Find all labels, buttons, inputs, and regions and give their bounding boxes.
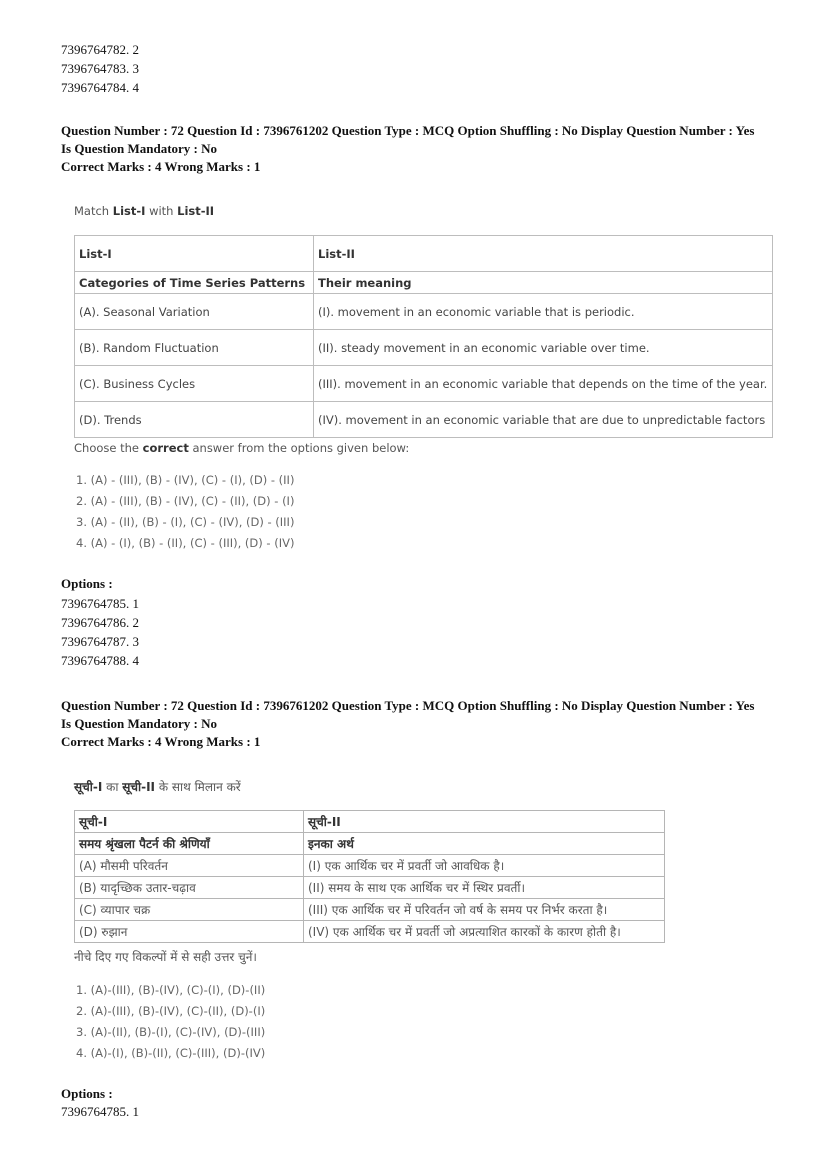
question-meta-line: Question Number : 72 Question Id : 7396761202 Question Type : MCQ Option Shuffling : No Display Question Number : Yes: [61, 698, 755, 713]
table-cell: (B). Random Fluctuation: [75, 330, 314, 366]
question-mandatory: Is Question Mandatory : No: [61, 716, 218, 731]
options-list: [61, 1103, 139, 1122]
intro-list1: सूची-I: [74, 780, 103, 794]
table-cell: (C). Business Cycles: [75, 366, 314, 402]
options-label: Options :: [61, 576, 113, 591]
question-image-english: [74, 204, 214, 218]
options-list: [61, 595, 139, 671]
table-header-col2: सूची-II: [304, 811, 665, 833]
question-marks: Correct Marks : 4 Wrong Marks : 1: [61, 734, 261, 749]
intro-text: का: [102, 780, 123, 794]
question-marks: Correct Marks : 4 Wrong Marks : 1: [61, 159, 261, 174]
table-row: [75, 877, 665, 899]
table-row: [75, 899, 665, 921]
option-line: 7396764784. 4: [61, 80, 139, 95]
table-row: [75, 855, 665, 877]
option-line: 7396764785. 1: [61, 596, 139, 611]
previous-options: [61, 41, 139, 98]
choose-instruction: [74, 441, 409, 455]
table-cell: (II). steady movement in an economic variable over time.: [314, 330, 773, 366]
intro-text: के साथ मिलान करें: [155, 780, 241, 794]
table-subheader-col1: समय श्रृंखला पैटर्न की श्रेणियाँ: [75, 833, 304, 855]
intro-list2: List-II: [177, 204, 215, 218]
table-cell: (A). Seasonal Variation: [75, 294, 314, 330]
option-line: 7396764782. 2: [61, 42, 139, 57]
question-intro: [74, 204, 214, 218]
match-table-hindi: [74, 810, 665, 943]
table-row: [75, 330, 773, 366]
question-intro-hindi: [74, 778, 241, 795]
intro-text: with: [145, 204, 178, 218]
answer-item: 1. (A)-(III), (B)-(IV), (C)-(I), (D)-(II): [76, 983, 266, 997]
answer-item: 3. (A) - (II), (B) - (I), (C) - (IV), (D) - (III): [76, 515, 295, 529]
answer-item: 2. (A) - (III), (B) - (IV), (C) - (II), (D) - (I): [76, 494, 295, 508]
table-subheader-col2: इनका अर्थ: [304, 833, 665, 855]
answer-item: 3. (A)-(II), (B)-(I), (C)-(IV), (D)-(III): [76, 1025, 266, 1039]
choose-instruction-hindi: नीचे दिए गए विकल्पों में से सही उत्तर चुनें।: [74, 950, 257, 964]
choose-bold: correct: [142, 441, 189, 455]
option-line: 7396764787. 3: [61, 634, 139, 649]
table-cell: (II) समय के साथ एक आर्थिक चर में स्थिर प्रवर्ती।: [304, 877, 665, 899]
question-meta: [61, 697, 781, 751]
table-cell: (B) यादृच्छिक उतार-चढ़ाव: [75, 877, 304, 899]
answer-item: 4. (A) - (I), (B) - (II), (C) - (III), (D) - (IV): [76, 536, 295, 550]
table-subheader-col1: Categories of Time Series Patterns: [75, 272, 314, 294]
question-mandatory: Is Question Mandatory : No: [61, 141, 218, 156]
table-subheader-col2: Their meaning: [314, 272, 773, 294]
match-table: [74, 235, 773, 438]
answer-item: 2. (A)-(III), (B)-(IV), (C)-(II), (D)-(I): [76, 1004, 266, 1018]
intro-list2: सूची-II: [122, 780, 156, 794]
intro-text: Match: [74, 204, 113, 218]
table-header-col2: List-II: [314, 236, 773, 272]
table-header-col1: List-I: [75, 236, 314, 272]
table-cell: (A) मौसमी परिवर्तन: [75, 855, 304, 877]
table-row: [75, 294, 773, 330]
answer-item: 1. (A) - (III), (B) - (IV), (C) - (I), (D) - (II): [76, 473, 295, 487]
question-meta-line: Question Number : 72 Question Id : 7396761202 Question Type : MCQ Option Shuffling : No Display Question Number : Yes: [61, 123, 755, 138]
table-cell: (III). movement in an economic variable that depends on the time of the year.: [314, 366, 773, 402]
table-row: [75, 366, 773, 402]
intro-list1: List-I: [112, 204, 146, 218]
table-cell: (D) रुझान: [75, 921, 304, 943]
option-line: 7396764785. 1: [61, 1104, 139, 1119]
option-line: 7396764786. 2: [61, 615, 139, 630]
answer-list: [76, 473, 294, 557]
answer-list-hindi: [76, 983, 265, 1067]
answer-item: 4. (A)-(I), (B)-(II), (C)-(III), (D)-(IV): [76, 1046, 266, 1060]
table-row: [75, 402, 773, 438]
option-line: 7396764788. 4: [61, 653, 139, 668]
choose-text: Choose the: [74, 441, 143, 455]
table-cell: (IV). movement in an economic variable that are due to unpredictable factors: [314, 402, 773, 438]
table-cell: (C) व्यापार चक्र: [75, 899, 304, 921]
options-label: Options :: [61, 1086, 113, 1101]
choose-text: answer from the options given below:: [188, 441, 410, 455]
table-cell: (III) एक आर्थिक चर में परिवर्तन जो वर्ष के समय पर निर्भर करता है।: [304, 899, 665, 921]
table-cell: (IV) एक आर्थिक चर में प्रवर्ती जो अप्रत्याशित कारकों के कारण होती है।: [304, 921, 665, 943]
table-cell: (D). Trends: [75, 402, 314, 438]
table-cell: (I) एक आर्थिक चर में प्रवर्ती जो आवधिक है।: [304, 855, 665, 877]
table-row: [75, 921, 665, 943]
table-header-col1: सूची-I: [75, 811, 304, 833]
question-meta: [61, 122, 781, 176]
option-line: 7396764783. 3: [61, 61, 139, 76]
table-cell: (I). movement in an economic variable that is periodic.: [314, 294, 773, 330]
